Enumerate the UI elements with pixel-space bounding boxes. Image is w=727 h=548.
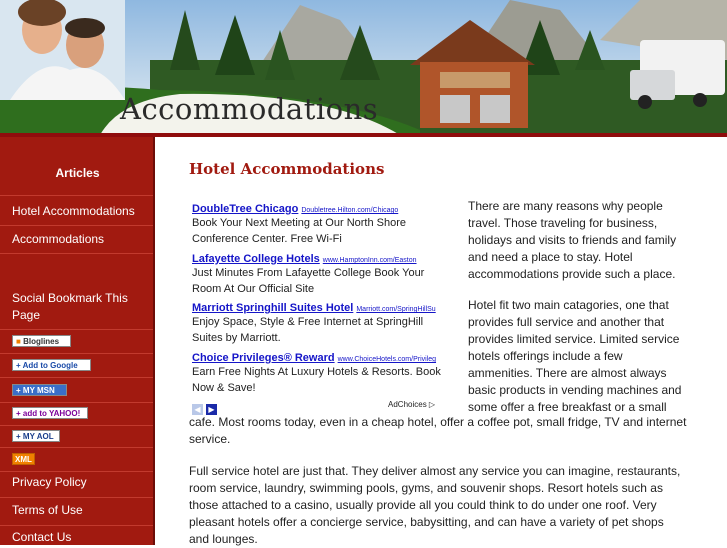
sidebar-divider xyxy=(0,471,153,472)
ad-block xyxy=(192,199,443,415)
intro-paragraph: There are many reasons why people travel. Those traveling for business, holidays and visits to friends and family and need a place to stay. Hotel accommodations provide such a place. xyxy=(468,199,677,281)
sidebar-link-hotel-accommodations[interactable]: Hotel Accommodations xyxy=(12,204,135,218)
sidebar-divider xyxy=(0,525,153,526)
ad-prev-arrow-icon[interactable]: ◀ xyxy=(192,404,203,415)
sidebar-divider xyxy=(0,253,153,254)
add-to-yahoo-button[interactable]: + add to YAHOO! xyxy=(12,407,88,419)
add-to-google-button[interactable]: + Add to Google xyxy=(12,359,91,371)
xml-feed-button[interactable]: XML xyxy=(12,453,35,465)
plus-icon: + xyxy=(16,386,21,395)
social-bookmark-heading: Social Bookmark This Page xyxy=(12,291,128,322)
service-paragraph-full: cafe. Most rooms today, even in a cheap hotel, offer a coffee pot, small fridge, TV and internet service. xyxy=(189,415,687,446)
sidebar-divider xyxy=(0,195,153,196)
bloglines-button[interactable]: ■ Bloglines xyxy=(12,335,71,347)
ad-url-link[interactable]: Doubletree.Hilton.com/Chicago xyxy=(301,207,399,214)
ad-title-link[interactable]: Lafayette College Hotels xyxy=(192,253,320,265)
ad-title-link[interactable]: Choice Privileges® Reward xyxy=(192,352,335,364)
sidebar-divider xyxy=(0,353,153,354)
header-banner xyxy=(0,0,727,135)
sidebar-divider xyxy=(0,402,153,403)
plus-icon: + xyxy=(16,361,21,370)
sidebar-link-accommodations[interactable]: Accommodations xyxy=(12,232,105,246)
ad-next-arrow-icon[interactable]: ▶ xyxy=(206,404,217,415)
footer-link-terms-of-use[interactable]: Terms of Use xyxy=(12,503,83,517)
site-title: Accommodations xyxy=(120,92,379,126)
page-title: Hotel Accommodations xyxy=(189,160,385,178)
ad-description: Earn Free Nights At Luxury Hotels & Resorts. Book Now & Save! xyxy=(192,366,441,394)
ad-url-link[interactable]: www.ChoiceHotels.com/Privileg xyxy=(337,356,437,363)
plus-icon: + xyxy=(16,432,21,441)
adchoices-link[interactable]: AdChoices ▷ xyxy=(388,400,436,409)
ad-title-link[interactable]: Marriott Springhill Suites Hotel xyxy=(192,302,354,314)
footer-link-privacy-policy[interactable]: Privacy Policy xyxy=(12,475,87,489)
sidebar-divider xyxy=(0,497,153,498)
service-paragraph-side: Hotel fit two main catagories, one that provides full service and another that provides limited service. Limited service hotels offerings include a few ammenities. There are almost always basic products in vending machines and some offer a free breakfast or a small xyxy=(468,298,682,414)
plus-icon: + xyxy=(16,409,21,418)
sidebar-divider xyxy=(0,377,153,378)
my-msn-button[interactable]: + MY MSN xyxy=(12,384,67,396)
rss-icon: ■ xyxy=(16,337,21,346)
ad-description: Just Minutes From Lafayette College Book Your Room At Our Official Site xyxy=(192,267,425,295)
sidebar-divider xyxy=(0,225,153,226)
adchoices-icon: ▷ xyxy=(428,400,436,409)
sidebar xyxy=(0,137,155,545)
sidebar-divider xyxy=(0,425,153,426)
ad-title-link[interactable]: DoubleTree Chicago xyxy=(192,203,299,215)
ad-description: Book Your Next Meeting at Our North Shore Conference Center. Free Wi-Fi xyxy=(192,217,407,245)
ad-url-link[interactable]: www.HamptonInn.com/Easton xyxy=(322,257,417,264)
sidebar-divider xyxy=(0,447,153,448)
sidebar-divider xyxy=(0,329,153,330)
ad-description: Enjoy Space, Style & Free Internet at SpringHill Suites by Marriott. xyxy=(192,316,424,344)
sidebar-heading: Articles xyxy=(55,166,100,180)
ad-url-link[interactable]: Marriott.com/SpringHillSu xyxy=(356,306,436,313)
full-service-paragraph: Full service hotel are just that. They deliver almost any service you can imagine, restaurants, room service, laundry, swimming pools, gyms, and souvenir shops. Resort hotels such as those attached to a casino, usually provide all you could think to do under one roof. Very pleasant hotels offer a concierge service, babysitting, and can have a variety of pet shops and lounges. xyxy=(189,464,681,546)
footer-link-contact-us[interactable]: Contact Us xyxy=(12,530,72,544)
my-aol-button[interactable]: + MY AOL xyxy=(12,430,60,442)
